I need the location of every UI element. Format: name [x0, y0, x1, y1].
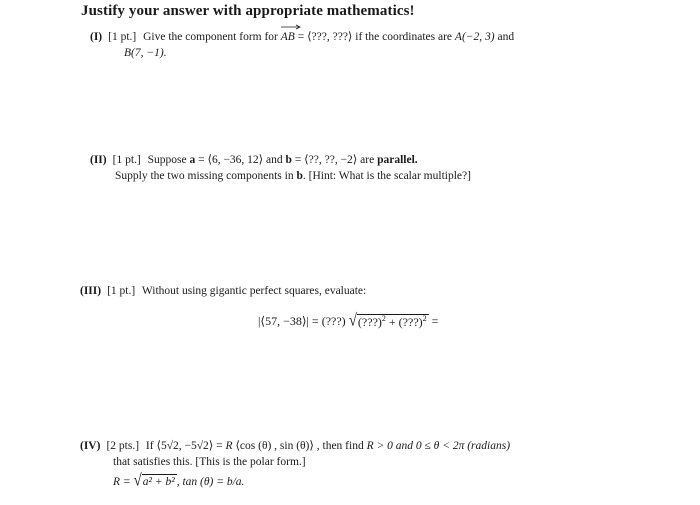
r-formula-radicand: a² + b² — [142, 476, 175, 488]
polar-r: R — [225, 440, 233, 452]
problem-2-hint: . [Hint: What is the scalar multiple?] — [302, 170, 471, 182]
problem-1-text-b: = ⟨???, ???⟩ if the coordinates are — [297, 31, 453, 43]
problem-1-and: and — [497, 31, 515, 43]
vector-a: a — [189, 154, 196, 166]
sqrt-icon: √ — [348, 311, 357, 331]
problem-4-points: [2 pts.] — [106, 440, 140, 452]
parallel-word: parallel. — [377, 154, 418, 166]
equation-end: = — [431, 314, 439, 328]
problem-2-text-b: = ⟨6, −36, 12⟩ and — [198, 154, 283, 166]
vector-arrow-icon — [281, 24, 301, 30]
problem-3 — [80, 283, 640, 299]
sqrt-icon-2: √ — [133, 471, 142, 491]
problem-2 — [90, 152, 650, 184]
problem-4-text-a: If ⟨5√2, −5√2⟩ = — [145, 440, 223, 452]
problem-3-label: (III) — [80, 285, 102, 297]
page-heading: Justify your answer with appropriate mathematics! — [81, 3, 415, 19]
problem-1-text-a: Give the component form for — [143, 31, 278, 43]
point-b: B(7, −1). — [124, 47, 167, 59]
problem-4-label: (IV) — [80, 440, 101, 452]
problem-1 — [90, 29, 650, 61]
problem-3-points: [1 pt.] — [107, 285, 136, 297]
point-a: A(−2, 3) — [454, 31, 495, 43]
r-formula-lhs: R = — [113, 476, 131, 488]
vector-ab — [281, 29, 295, 45]
radicand-a: (???) — [357, 315, 382, 329]
problem-2-label: (II) — [90, 154, 107, 166]
problem-1-points: [1 pt.] — [108, 31, 137, 43]
radicand-b: + (???) — [388, 315, 423, 329]
equation-left: |⟨57, −38⟩| = (???) — [258, 314, 346, 328]
r-formula-sqrt — [134, 473, 177, 489]
problem-2-line2-a: Supply the two missing components in — [115, 170, 294, 182]
vector-b-ref: b — [296, 170, 303, 182]
problem-1-label: (I) — [90, 31, 103, 43]
problem-4-conditions: R > 0 and 0 ≤ θ < 2π (radians) — [366, 440, 511, 452]
problem-2-text-c: = ⟨??, ??, −2⟩ are — [294, 154, 375, 166]
sqrt-expression: √ (???)$^2$ + (???)$^2$ — [348, 311, 427, 331]
problem-3-text: Without using gigantic perfect squares, evaluate: — [141, 285, 367, 297]
tan-formula: , tan (θ) = b/a. — [176, 476, 245, 488]
problem-2-points: [1 pt.] — [112, 154, 141, 166]
problem-4-text-c: ⟨cos (θ) , sin (θ)⟩ , then find — [235, 440, 364, 452]
vector-ab-label: AB — [280, 31, 295, 43]
problem-2-text-a: Suppose — [147, 154, 187, 166]
problem-4 — [80, 438, 660, 490]
problem-4-line2: that satisfies this. [This is the polar form.] — [113, 456, 306, 468]
magnitude-equation — [258, 313, 438, 329]
vector-b: b — [285, 154, 292, 166]
